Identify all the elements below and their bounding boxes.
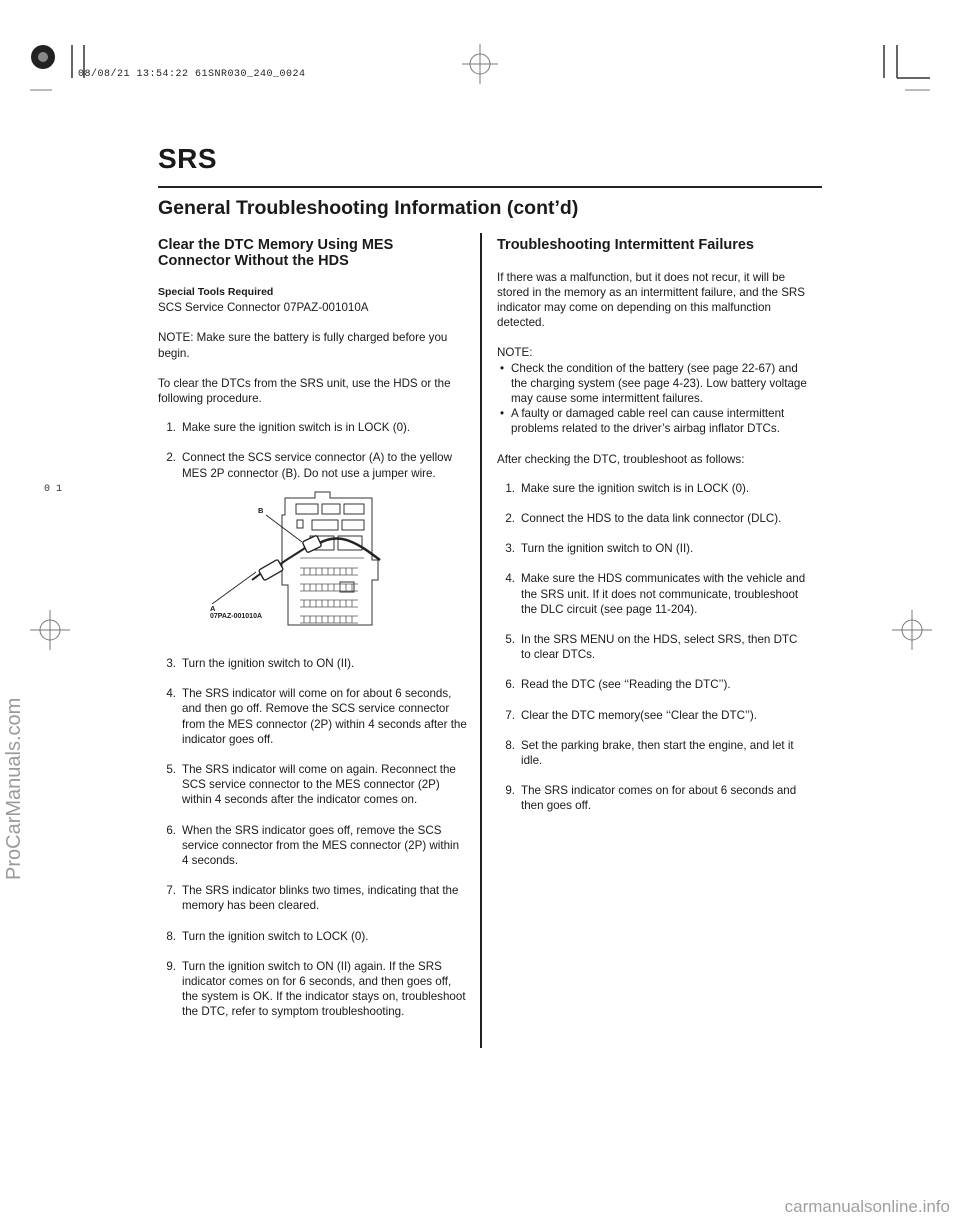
- list-item: 1. Make sure the ignition switch is in LOCK (0).: [505, 481, 750, 495]
- list-item: 9. The SRS indicator comes on for about 6 seconds and then goes off.: [505, 784, 797, 813]
- fuse-box-illustration: [200, 490, 400, 630]
- right-heading: Troubleshooting Intermittent Failures: [497, 237, 754, 253]
- right-after-text: After checking the DTC, troubleshoot as follows:: [497, 452, 745, 466]
- side-watermark: ProCarManuals.com: [3, 697, 25, 880]
- intro-text: To clear the DTCs from the SRS unit, use the HDS or the following procedure.: [158, 376, 451, 406]
- list-item: 2. Connect the SCS service connector (A) to the yellow MES 2P connector (B). Do not use a jumper wire.: [166, 451, 453, 480]
- left-column: [158, 238, 468, 481]
- list-item: 5. In the SRS MENU on the HDS, select SRS, then DTC to clear DTCs.: [505, 632, 798, 662]
- section-title: SRS: [158, 143, 218, 174]
- list-item: 7. The SRS indicator blinks two times, indicating that the memory has been cleared.: [166, 884, 459, 913]
- list-item: 3. Turn the ignition switch to ON (II).: [166, 657, 355, 670]
- list-item: • A faulty or damaged cable reel can cause intermittent problems related to the driver’s airbag inflator DTCs.: [500, 407, 785, 436]
- figure-label-b: B: [258, 506, 264, 515]
- right-intro: If there was a malfunction, but it does not recur, it will be stored in the memory as an intermittent failure, and the SRS indicator may come on depending on this malfunction detected.: [497, 270, 806, 330]
- connector-figure: [200, 490, 400, 630]
- figure-part-number: 07PAZ-001010A: [210, 613, 263, 620]
- list-item: 6. When the SRS indicator goes off, remove the SCS service connector from the MES connector (2P) within 4 seconds.: [166, 823, 460, 868]
- left-steps-a: [158, 420, 468, 481]
- right-note-label: NOTE:: [497, 346, 533, 360]
- list-item: 8. Set the parking brake, then start the engine, and let it idle.: [505, 738, 794, 767]
- side-page-number: 01: [44, 484, 69, 495]
- left-column-continued: [158, 656, 468, 1020]
- note-text: NOTE: Make sure the battery is fully charged before you begin.: [158, 331, 448, 360]
- bottom-watermark: carmanualsonline.info: [784, 1197, 950, 1216]
- list-item: 7. Clear the DTC memory(see ‘‘Clear the DTC’’).: [505, 708, 758, 722]
- list-item: 4. The SRS indicator will come on for about 6 seconds, and then go off. Remove the SCS service connector from the MES connector (2P) within 4 seconds after the indicator goes off.: [166, 687, 467, 746]
- page-title: General Troubleshooting Information (cont’d): [158, 197, 579, 219]
- list-item: 6. Read the DTC (see ‘‘Reading the DTC’’).: [505, 678, 731, 692]
- left-heading-line2: Connector Without the HDS: [158, 252, 349, 269]
- list-item: 4. Make sure the HDS communicates with the vehicle and the SRS unit. If it does not communicate, troubleshoot the DLC circuit (see page 11-204).: [505, 572, 806, 616]
- header-rule: [158, 186, 822, 188]
- list-item: 2. Connect the HDS to the data link connector (DLC).: [505, 511, 782, 525]
- right-column: [497, 238, 809, 814]
- list-item: 1. Make sure the ignition switch is in LOCK (0).: [166, 421, 411, 435]
- tool-item: SCS Service Connector 07PAZ-001010A: [158, 301, 369, 315]
- column-divider: [480, 233, 482, 1048]
- right-steps: [497, 481, 809, 814]
- figure-label-a: A: [210, 604, 216, 613]
- list-item: 9. Turn the ignition switch to ON (II) again. If the SRS indicator comes on for 6 seconds, and then goes off, the system is OK. If the indicator stays on, troubleshoot the DTC, refer to symptom troubleshooting.: [166, 959, 466, 1019]
- left-steps-b: [158, 656, 468, 1020]
- right-notes: [497, 361, 809, 437]
- list-item: 5. The SRS indicator will come on again. Reconnect the SCS service connector to the MES connector (2P) within 4 seconds after the indicator comes on.: [166, 763, 456, 807]
- list-item: 3. Turn the ignition switch to ON (II).: [505, 542, 694, 556]
- list-item: • Check the condition of the battery (see page 22-67) and the charging system (see page 4-23). Low battery voltage may cause some intermittent failures.: [500, 361, 807, 405]
- list-item: 8. Turn the ignition switch to LOCK (0).: [166, 929, 369, 943]
- left-heading-line1: Clear the DTC Memory Using MES: [158, 237, 394, 253]
- print-stamp: 08/08/21 13:54:22 61SNR030_240_0024: [78, 69, 306, 80]
- special-tools-label: Special Tools Required: [158, 286, 274, 298]
